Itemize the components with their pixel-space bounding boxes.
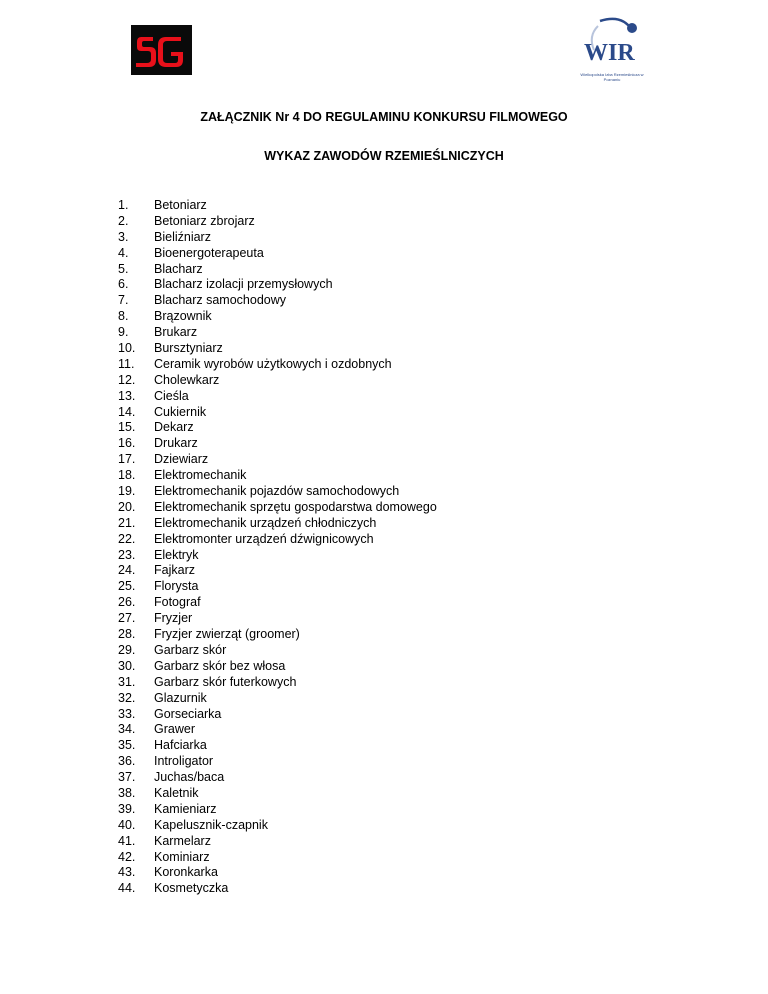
list-item	[118, 277, 437, 293]
list-item-name: Bieliźniarz	[154, 229, 211, 244]
list-item-number: 31.	[118, 674, 136, 689]
list-item-number: 4.	[118, 245, 129, 260]
list-item-number: 42.	[118, 849, 136, 864]
list-item	[118, 532, 437, 548]
list-item-number: 39.	[118, 801, 136, 816]
list-item-name: Fotograf	[154, 595, 201, 610]
list-item-number: 17.	[118, 452, 136, 467]
list-item-name: Juchas/baca	[154, 770, 225, 785]
list-item	[118, 770, 437, 786]
list-item	[118, 865, 437, 881]
list-item-name: Betoniarz zbrojarz	[154, 213, 255, 228]
list-item-number: 34.	[118, 722, 136, 737]
list-item-name: Dekarz	[154, 420, 194, 435]
list-item-name: Kapelusznik-czapnik	[154, 817, 268, 832]
list-item-name: Garbarz skór bez włosa	[154, 658, 286, 673]
list-item-number: 14.	[118, 404, 136, 419]
list-item-name: Grawer	[154, 722, 195, 737]
list-item-number: 10.	[118, 341, 136, 356]
list-item-number: 19.	[118, 484, 136, 499]
list-item-number: 30.	[118, 658, 136, 673]
list-item-name: Dziewiarz	[154, 452, 209, 467]
list-item	[118, 707, 437, 723]
list-item-number: 35.	[118, 738, 136, 753]
list-item-name: Kaletnik	[154, 785, 199, 800]
list-item	[118, 405, 437, 421]
list-item	[118, 802, 437, 818]
list-item-name: Introligator	[154, 754, 214, 769]
list-item-number: 21.	[118, 515, 136, 530]
list-item-name: Ceramik wyrobów użytkowych i ozdobnych	[154, 356, 392, 371]
list-item-name: Brązownik	[154, 309, 212, 324]
list-item	[118, 500, 437, 516]
list-item-name: Drukarz	[154, 436, 198, 451]
list-item-number: 2.	[118, 213, 129, 228]
list-item	[118, 262, 437, 278]
list-item	[118, 373, 437, 389]
list-item-name: Fryzjer	[154, 611, 193, 626]
list-item	[118, 468, 437, 484]
list-item-name: Hafciarka	[154, 738, 207, 753]
list-item-name: Cukiernik	[154, 404, 207, 419]
wir-logo-caption: Wielkopolska Izba Rzemieślnicza w Poznaniu	[580, 72, 644, 82]
list-item-number: 40.	[118, 817, 136, 832]
list-item-number: 16.	[118, 436, 136, 451]
list-item	[118, 452, 437, 468]
profession-list	[118, 198, 437, 897]
list-item-name: Blacharz	[154, 261, 203, 276]
list-item-name: Gorseciarka	[154, 706, 222, 721]
list-item-number: 11.	[118, 356, 135, 371]
list-item	[118, 627, 437, 643]
list-item	[118, 341, 437, 357]
list-item	[118, 834, 437, 850]
list-item-name: Blacharz izolacji przemysłowych	[154, 277, 333, 292]
list-item	[118, 357, 437, 373]
sg-logo	[131, 25, 192, 75]
list-item-name: Elektromechanik sprzętu gospodarstwa domowego	[154, 499, 437, 514]
list-item-number: 32.	[118, 690, 136, 705]
list-item-number: 26.	[118, 595, 136, 610]
list-item-number: 38.	[118, 785, 136, 800]
list-item	[118, 659, 437, 675]
list-item-name: Elektromonter urządzeń dźwignicowych	[154, 531, 374, 546]
list-item-name: Cholewkarz	[154, 372, 220, 387]
list-item-number: 3.	[118, 229, 129, 244]
list-item	[118, 563, 437, 579]
list-item-number: 18.	[118, 468, 136, 483]
list-item-number: 24.	[118, 563, 136, 578]
list-item	[118, 722, 437, 738]
list-item-number: 27.	[118, 611, 136, 626]
list-item	[118, 675, 437, 691]
list-item	[118, 420, 437, 436]
list-item	[118, 818, 437, 834]
list-item	[118, 691, 437, 707]
list-item-number: 37.	[118, 770, 136, 785]
list-item-name: Fajkarz	[154, 563, 195, 578]
list-item-name: Kamieniarz	[154, 801, 217, 816]
list-item	[118, 754, 437, 770]
list-item	[118, 850, 437, 866]
list-item	[118, 484, 437, 500]
list-item-number: 43.	[118, 865, 136, 880]
list-item-name: Betoniarz	[154, 198, 207, 212]
list-item	[118, 389, 437, 405]
wir-logo	[570, 16, 652, 96]
document-title: ZAŁĄCZNIK Nr 4 DO REGULAMINU KONKURSU FILMOWEGO	[200, 110, 568, 124]
list-item-name: Florysta	[154, 579, 199, 594]
list-item	[118, 214, 437, 230]
list-item-name: Elektromechanik	[154, 468, 247, 483]
list-item-number: 9.	[118, 325, 129, 340]
list-item-number: 41.	[118, 833, 136, 848]
list-item	[118, 516, 437, 532]
wir-logo-letters: WIR	[584, 40, 635, 66]
list-item	[118, 198, 437, 214]
list-item-name: Kominiarz	[154, 849, 210, 864]
list-item-number: 12.	[118, 372, 136, 387]
list-item-number: 5.	[118, 261, 129, 276]
list-item	[118, 595, 437, 611]
list-item	[118, 246, 437, 262]
list-item	[118, 309, 437, 325]
list-item-number: 25.	[118, 579, 136, 594]
list-item	[118, 230, 437, 246]
document-subtitle: WYKAZ ZAWODÓW RZEMIEŚLNICZYCH	[264, 149, 504, 163]
list-item-name: Glazurnik	[154, 690, 207, 705]
list-item	[118, 643, 437, 659]
list-item	[118, 611, 437, 627]
list-item-name: Elektryk	[154, 547, 199, 562]
list-item	[118, 579, 437, 595]
list-item-name: Elektromechanik pojazdów samochodowych	[154, 484, 400, 499]
list-item-number: 7.	[118, 293, 129, 308]
list-item-number: 15.	[118, 420, 136, 435]
list-item-name: Garbarz skór	[154, 642, 227, 657]
list-item-name: Karmelarz	[154, 833, 211, 848]
list-item	[118, 325, 437, 341]
list-item-name: Kosmetyczka	[154, 881, 229, 896]
list-item-number: 29.	[118, 642, 136, 657]
list-item-number: 13.	[118, 388, 136, 403]
list-item-name: Koronkarka	[154, 865, 218, 880]
list-item-name: Elektromechanik urządzeń chłodniczych	[154, 515, 377, 530]
list-item-number: 44.	[118, 881, 136, 896]
list-item-number: 33.	[118, 706, 136, 721]
list-item-name: Bursztyniarz	[154, 341, 223, 356]
list-item	[118, 738, 437, 754]
list-item-number: 23.	[118, 547, 136, 562]
list-item-name: Fryzjer zwierząt (groomer)	[154, 627, 300, 642]
list-item-name: Blacharz samochodowy	[154, 293, 287, 308]
list-item-number: 22.	[118, 531, 136, 546]
list-item	[118, 786, 437, 802]
list-item-name: Bioenergoterapeuta	[154, 245, 264, 260]
list-item-number: 8.	[118, 309, 129, 324]
list-item-number: 1.	[118, 198, 129, 212]
list-item	[118, 436, 437, 452]
list-item-number: 6.	[118, 277, 129, 292]
list-item	[118, 548, 437, 564]
list-item	[118, 881, 437, 897]
list-item-number: 36.	[118, 754, 136, 769]
list-item	[118, 293, 437, 309]
list-item-name: Brukarz	[154, 325, 198, 340]
list-item-name: Garbarz skór futerkowych	[154, 674, 297, 689]
list-item-number: 28.	[118, 627, 136, 642]
list-item-number: 20.	[118, 499, 136, 514]
list-item-name: Cieśla	[154, 388, 189, 403]
